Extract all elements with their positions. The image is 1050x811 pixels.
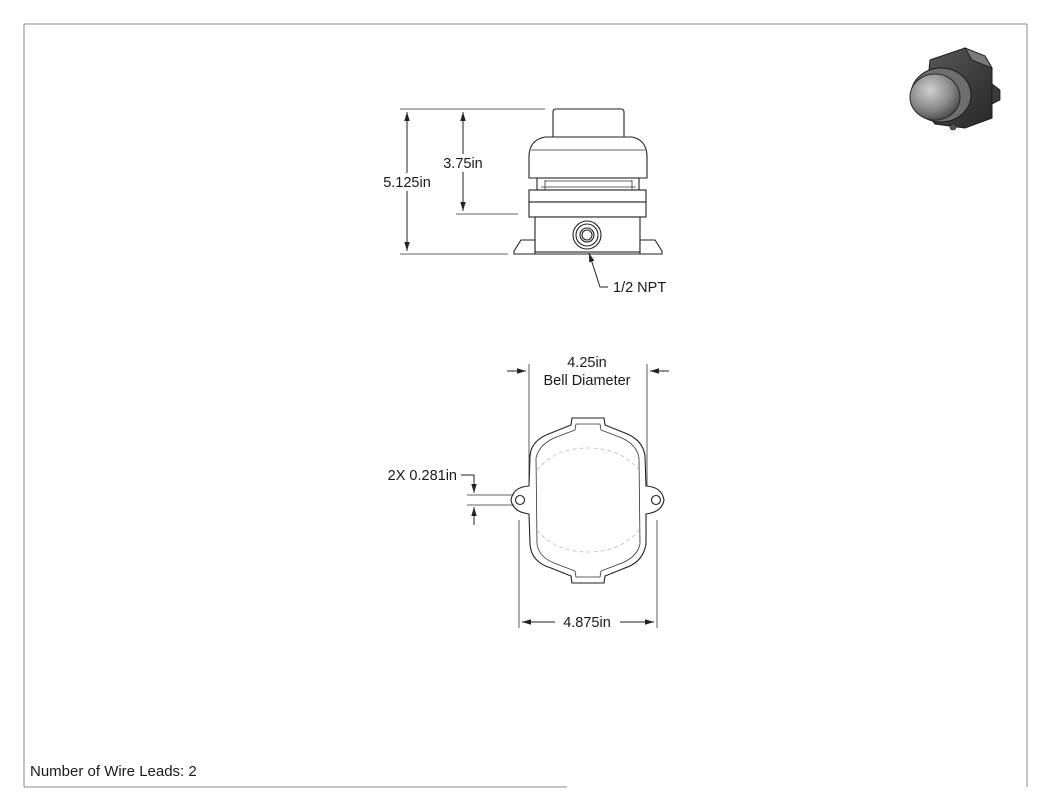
top-view — [511, 418, 664, 583]
base-width-label: 4.875in — [563, 615, 611, 631]
box-band — [529, 202, 646, 217]
iso-button — [910, 74, 960, 120]
right-flange — [640, 240, 662, 254]
front-view — [514, 109, 662, 254]
right-mounting-hole — [652, 496, 661, 505]
box-rim — [529, 190, 646, 202]
collar — [537, 178, 639, 190]
conduit-callout-label: 1/2 NPT — [613, 280, 667, 296]
dim-overall-height — [378, 109, 545, 254]
button-cap — [553, 109, 624, 137]
hole-callout-label: 2X 0.281in — [387, 468, 457, 484]
wire-leads-note: Number of Wire Leads: 2 — [30, 763, 197, 780]
bell-diameter-value: 4.25in — [567, 355, 607, 371]
dim-hole-size — [388, 468, 514, 525]
bell-height-label: 3.75in — [443, 156, 483, 172]
isometric-thumbnail — [910, 48, 1000, 130]
left-mounting-hole — [516, 496, 525, 505]
left-flange — [514, 240, 535, 254]
base-outline — [511, 418, 664, 583]
overall-height-label: 5.125in — [383, 175, 431, 191]
sheet-border — [24, 24, 1027, 787]
bell-dome — [529, 137, 647, 178]
dim-bell-height — [438, 112, 518, 214]
callout-conduit — [589, 253, 666, 296]
bell-diameter-label: Bell Diameter — [543, 373, 631, 389]
